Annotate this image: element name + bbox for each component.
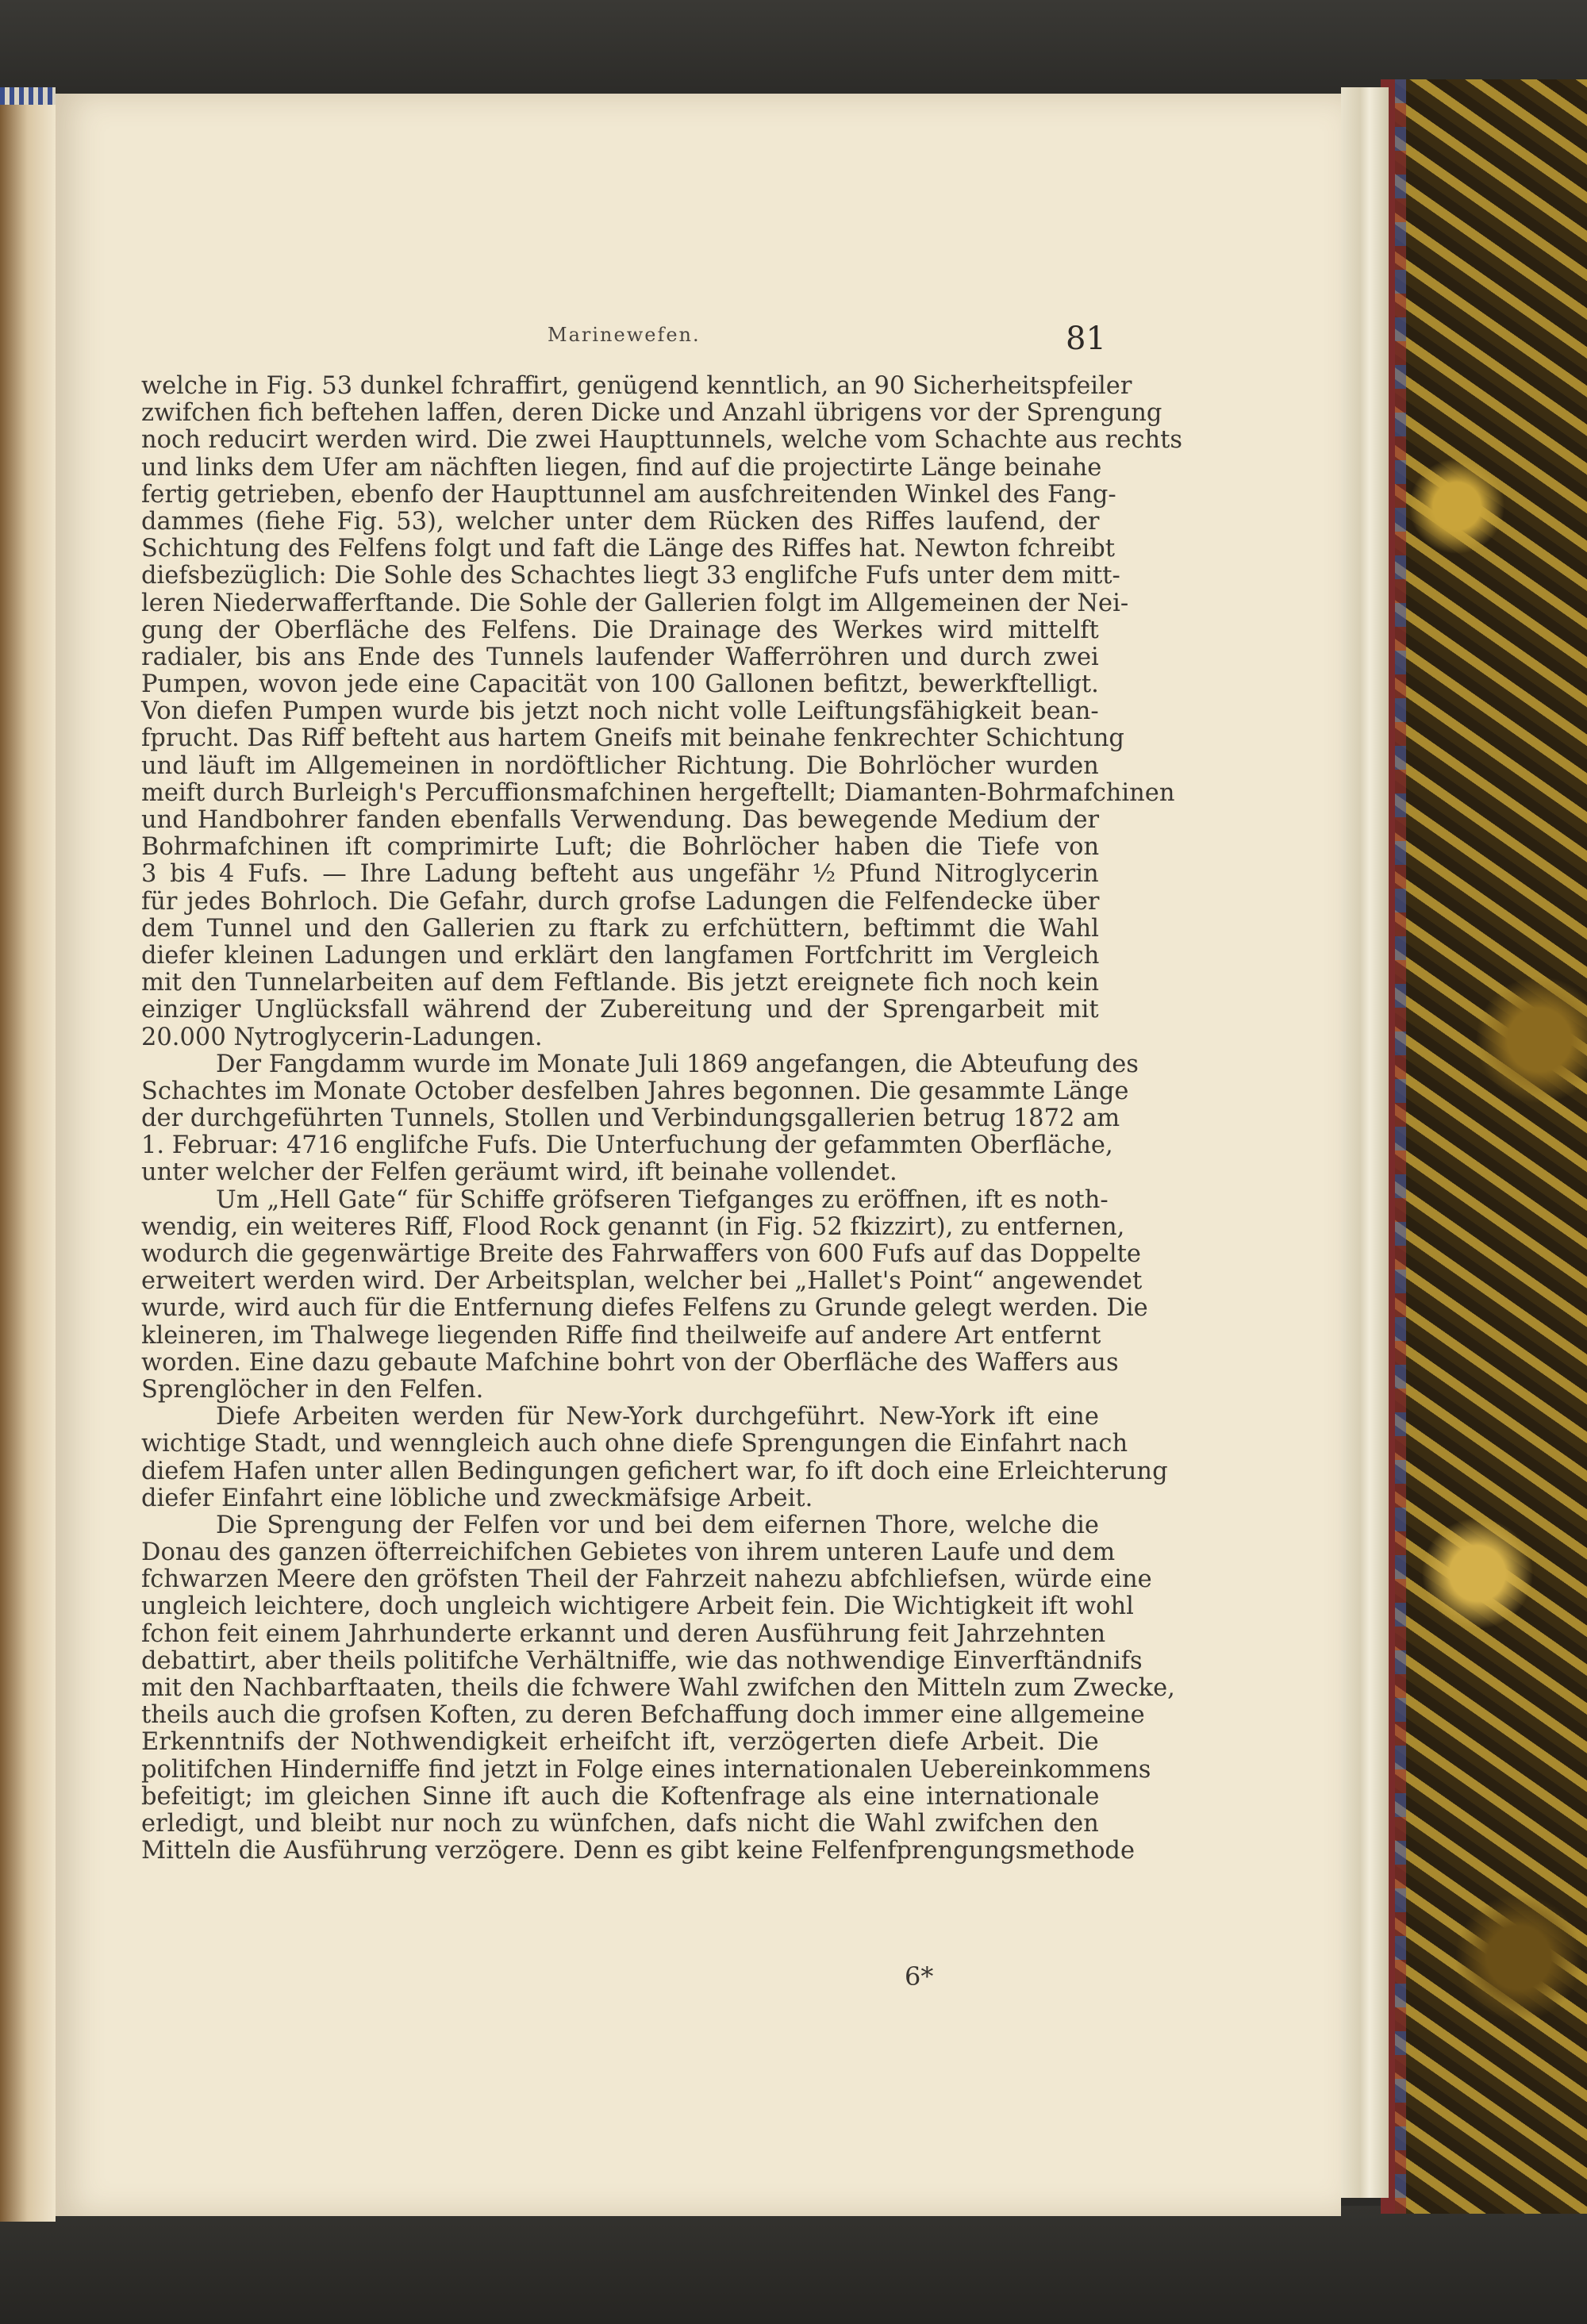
text-line: meift durch Burleigh's Percuffionsmafchinen hergeftellt; Diamanten-Bohrmafchinen: [141, 778, 1175, 807]
text-line: Der Fangdamm wurde im Monate Juli 1869 angefangen, die Abteufung des: [216, 1050, 1139, 1078]
signature-mark: 6*: [905, 1961, 934, 1992]
binding-stitch: [0, 87, 56, 105]
text-line: fchwarzen Meere den gröfsten Theil der Fahrzeit nahezu abfchliefsen, würde eine: [141, 1565, 1152, 1594]
text-line: theils auch die grofsen Koften, zu deren Befchaffung doch immer eine allgemeine: [141, 1701, 1145, 1730]
text-line: wurde, wird auch für die Entfernung diefes Felfens zu Grunde gelegt werden. Die: [141, 1294, 1148, 1323]
text-line: Schichtung des Felfens folgt und faft die Länge des Riffes hat. Newton fchreibt: [141, 535, 1116, 563]
cover-spine-stripes: [1395, 79, 1406, 2214]
text-line: zwifchen fich beftehen laffen, deren Dicke und Anzahl übrigens vor der Sprengung: [141, 399, 1162, 428]
text-line: mit den Nachbarftaaten, theils die fchwere Wahl zwifchen den Mitteln zum Zwecke,: [141, 1674, 1175, 1702]
text-line: ungleich leichtere, doch ungleich wichtigere Arbeit fein. Die Wichtigkeit ift wohl: [141, 1592, 1134, 1621]
text-line: fertig getrieben, ebenfo der Haupttunnel am ausfchreitenden Winkel des Fang-: [141, 480, 1116, 509]
text-line: gung der Oberfläche des Felfens. Die Drainage des Werkes wird mittelft: [141, 616, 1099, 644]
marbled-book-cover: [1381, 79, 1587, 2214]
page-number: 81: [1066, 321, 1106, 357]
text-line: diefer kleinen Ladungen und erklärt den langfamen Fortfchritt im Vergleich: [141, 941, 1100, 970]
text-line: debattirt, aber theils politifche Verhältniffe, wie das nothwendige Einverftändnifs: [141, 1646, 1143, 1675]
text-line: leren Niederwafferftande. Die Sohle der Gallerien folgt im Allgemeinen der Nei-: [141, 589, 1129, 617]
left-page-binding: [0, 87, 56, 2222]
text-line: Mitteln die Ausführung verzögere. Denn es gibt keine Felfenfprengungsmethode: [141, 1837, 1135, 1865]
text-line: politifchen Hinderniffe find jetzt in Folge eines internationalen Uebereinkommens: [141, 1755, 1151, 1784]
text-line: Sprenglöcher in den Felfen.: [141, 1375, 484, 1404]
text-line: wichtige Stadt, und wenngleich auch ohne diefe Sprengungen die Einfahrt nach: [141, 1430, 1128, 1458]
body-text: [141, 372, 1183, 1865]
text-line: Bohrmafchinen ift comprimirte Luft; die Bohrlöcher haben die Tiefe von: [141, 833, 1100, 862]
text-line: Diefe Arbeiten werden für New-York durchgeführt. New-York ift eine: [216, 1403, 1099, 1431]
text-line: wendig, ein weiteres Riff, Flood Rock genannt (in Fig. 52 fkizzirt), zu entfernen,: [141, 1212, 1125, 1241]
running-title: Marinewefen.: [548, 324, 701, 346]
text-line: und Handbohrer fanden ebenfalls Verwendung. Das bewegende Medium der: [141, 806, 1100, 834]
text-line: dem Tunnel und den Gallerien zu ftark zu erfchüttern, beftimmt die Wahl: [141, 914, 1099, 943]
text-line: Donau des ganzen öfterreichifchen Gebietes von ihrem unteren Laufe und dem: [141, 1538, 1116, 1567]
text-line: worden. Eine dazu gebaute Mafchine bohrt von der Oberfläche des Waffers aus: [141, 1348, 1119, 1377]
text-line: erweitert werden wird. Der Arbeitsplan, welcher bei „Hallet's Point“ angewendet: [141, 1267, 1143, 1296]
text-line: diefsbezüglich: Die Sohle des Schachtes liegt 33 englifche Fufs unter dem mitt-: [141, 562, 1120, 590]
text-line: unter welcher der Felfen geräumt wird, ift beinahe vollendet.: [141, 1158, 897, 1187]
text-line: einziger Unglücksfall während der Zubereitung und der Sprengarbeit mit: [141, 996, 1099, 1024]
scanner-background-bottom: [0, 2206, 1587, 2324]
text-line: befeitigt; im gleichen Sinne ift auch die Koftenfrage als eine internationale: [141, 1782, 1100, 1811]
text-line: Erkenntnifs der Nothwendigkeit erheifcht ift, verzögerten diefe Arbeit. Die: [141, 1728, 1099, 1757]
text-line: und links dem Ufer am nächften liegen, find auf die projectirte Länge beinahe: [141, 453, 1102, 482]
text-line: und läuft im Allgemeinen in nordöftlicher Richtung. Die Bohrlöcher wurden: [141, 751, 1099, 780]
text-line: wodurch die gegenwärtige Breite des Fahrwaffers von 600 Fufs auf das Doppelte: [141, 1240, 1141, 1268]
page-block-edge: [1341, 87, 1389, 2198]
text-line: Schachtes im Monate October desfelben Jahres begonnen. Die gesammte Länge: [141, 1077, 1129, 1105]
text-line: Pumpen, wovon jede eine Capacität von 100 Gallonen befitzt, bewerkftelligt.: [141, 670, 1099, 699]
text-line: mit den Tunnelarbeiten auf dem Feftlande. Bis jetzt ereignete fich noch kein: [141, 969, 1100, 997]
text-line: fchon feit einem Jahrhunderte erkannt und deren Ausführung feit Jahrzehnten: [141, 1619, 1106, 1648]
text-line: noch reducirt werden wird. Die zwei Haupttunnels, welche vom Schachte aus rechts: [141, 426, 1183, 455]
text-line: 3 bis 4 Fufs. — Ihre Ladung befteht aus ungefähr ½ Pfund Nitroglycerin: [141, 860, 1099, 889]
text-line: 1. Februar: 4716 englifche Fufs. Die Unterfuchung der gefammten Oberfläche,: [141, 1131, 1113, 1160]
text-line: Von diefen Pumpen wurde bis jetzt noch nicht volle Leiftungsfähigkeit bean-: [141, 697, 1099, 726]
text-line: kleineren, im Thalwege liegenden Riffe find theilweife auf andere Art entfernt: [141, 1321, 1101, 1350]
text-line: diefem Hafen unter allen Bedingungen gefichert war, fo ift doch eine Erleichterung: [141, 1457, 1168, 1485]
text-line: welche in Fig. 53 dunkel fchraffirt, genügend kenntlich, an 90 Sicherheitspfeiler: [141, 372, 1132, 400]
text-line: der durchgeführten Tunnels, Stollen und Verbindungsgallerien betrug 1872 am: [141, 1104, 1120, 1133]
text-line: Um „Hell Gate“ für Schiffe gröfseren Tiefganges zu eröffnen, ift es noth-: [216, 1185, 1109, 1214]
text-line: fprucht. Das Riff befteht aus hartem Gneifs mit beinahe fenkrechter Schichtung: [141, 724, 1124, 753]
text-line: 20.000 Nytroglycerin-Ladungen.: [141, 1023, 543, 1051]
text-line: diefer Einfahrt eine löbliche und zweckmäfsige Arbeit.: [141, 1484, 813, 1512]
text-line: Die Sprengung der Felfen vor und bei dem eifernen Thore, welche die: [216, 1511, 1099, 1539]
text-line: radialer, bis ans Ende des Tunnels laufender Wafferröhren und durch zwei: [141, 643, 1099, 671]
text-line: dammes (fiehe Fig. 53), welcher unter dem Rücken des Riffes laufend, der: [141, 507, 1100, 536]
text-line: für jedes Bohrloch. Die Gefahr, durch grofse Ladungen die Felfendecke über: [141, 887, 1100, 916]
text-line: erledigt, und bleibt nur noch zu wünfchen, dafs nicht die Wahl zwifchen den: [141, 1809, 1099, 1838]
